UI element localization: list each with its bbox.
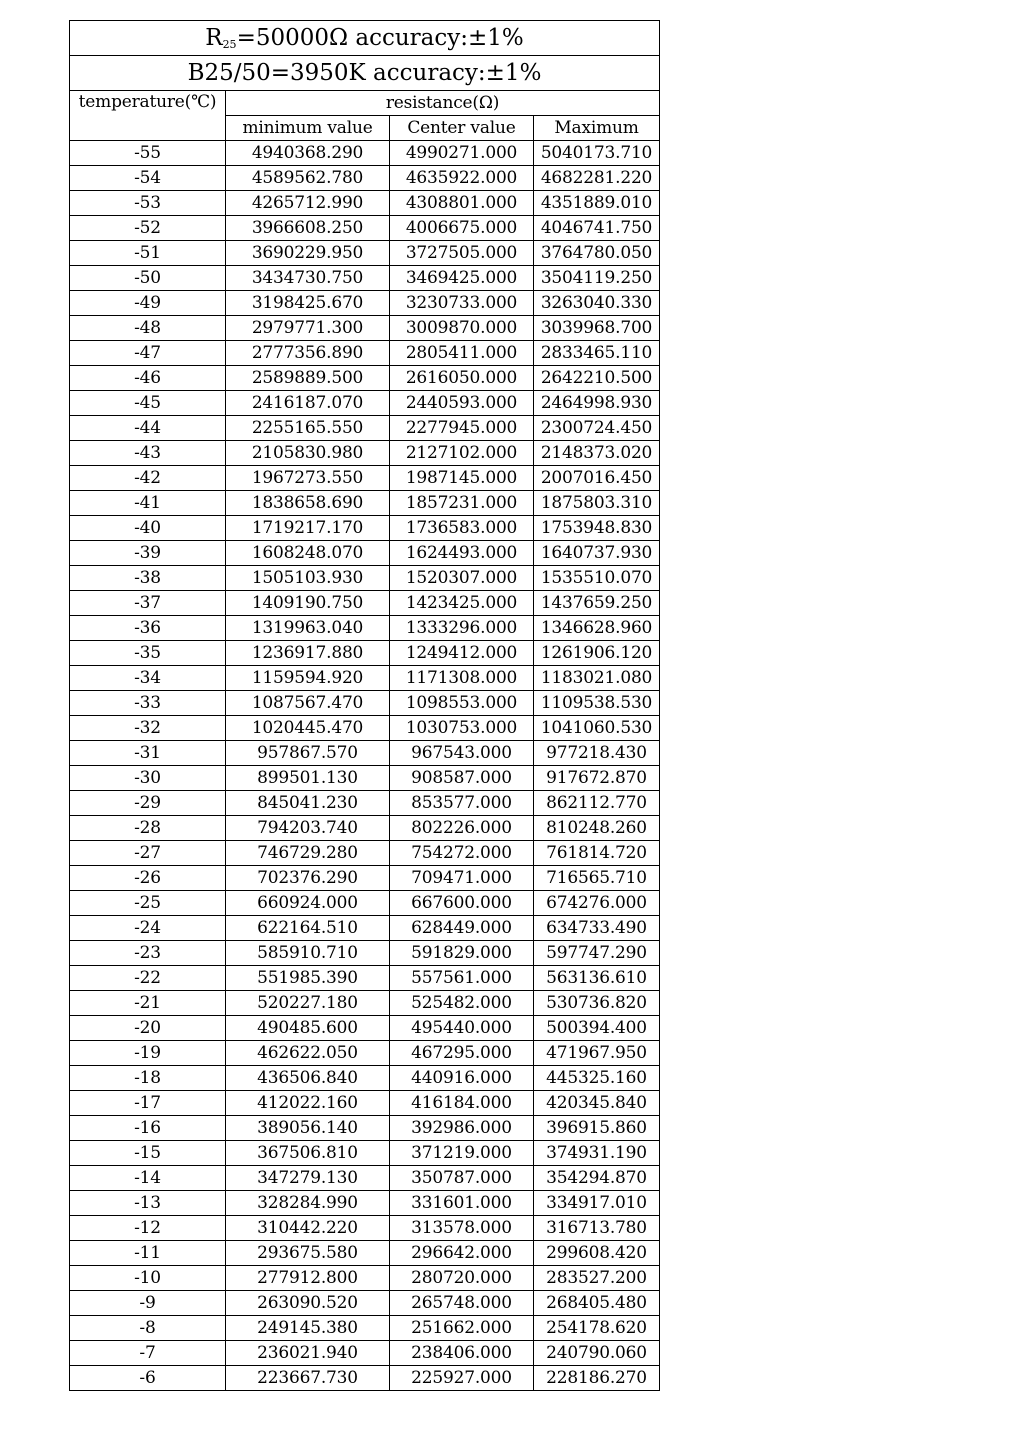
- center-value-cell: 525482.000: [390, 991, 534, 1016]
- temperature-cell: -8: [70, 1316, 226, 1341]
- center-value-cell: 1249412.000: [390, 641, 534, 666]
- center-value-cell: 3230733.000: [390, 291, 534, 316]
- temperature-cell: -24: [70, 916, 226, 941]
- max-value-cell: 2642210.500: [534, 366, 660, 391]
- header-max: Maximum: [534, 116, 660, 141]
- max-value-cell: 3039968.700: [534, 316, 660, 341]
- min-value-cell: 2105830.980: [226, 441, 390, 466]
- max-value-cell: 299608.420: [534, 1241, 660, 1266]
- title-r25: [70, 21, 660, 56]
- min-value-cell: 310442.220: [226, 1216, 390, 1241]
- center-value-cell: 853577.000: [390, 791, 534, 816]
- header-min: minimum value: [226, 116, 390, 141]
- min-value-cell: 490485.600: [226, 1016, 390, 1041]
- center-value-cell: 1333296.000: [390, 616, 534, 641]
- temperature-cell: -21: [70, 991, 226, 1016]
- max-value-cell: 810248.260: [534, 816, 660, 841]
- table-row: [70, 1116, 660, 1141]
- table-row: [70, 691, 660, 716]
- table-row: [70, 541, 660, 566]
- min-value-cell: 223667.730: [226, 1366, 390, 1391]
- temperature-cell: -51: [70, 241, 226, 266]
- min-value-cell: 1319963.040: [226, 616, 390, 641]
- min-value-cell: 4265712.990: [226, 191, 390, 216]
- max-value-cell: 1875803.310: [534, 491, 660, 516]
- table-row: [70, 1291, 660, 1316]
- max-value-cell: 1109538.530: [534, 691, 660, 716]
- max-value-cell: 1437659.250: [534, 591, 660, 616]
- min-value-cell: 4940368.290: [226, 141, 390, 166]
- min-value-cell: 520227.180: [226, 991, 390, 1016]
- center-value-cell: 1736583.000: [390, 516, 534, 541]
- center-value-cell: 1857231.000: [390, 491, 534, 516]
- temperature-cell: -16: [70, 1116, 226, 1141]
- min-value-cell: 1967273.550: [226, 466, 390, 491]
- center-value-cell: 754272.000: [390, 841, 534, 866]
- center-value-cell: 296642.000: [390, 1241, 534, 1266]
- title-b-value: B25/50=3950K accuracy:±1%: [70, 56, 660, 91]
- center-value-cell: 467295.000: [390, 1041, 534, 1066]
- table-row: [70, 591, 660, 616]
- center-value-cell: 416184.000: [390, 1091, 534, 1116]
- header-row-1: [70, 91, 660, 116]
- temperature-cell: -30: [70, 766, 226, 791]
- min-value-cell: 1409190.750: [226, 591, 390, 616]
- center-value-cell: 3727505.000: [390, 241, 534, 266]
- temperature-cell: -47: [70, 341, 226, 366]
- table-row: [70, 241, 660, 266]
- table-row: [70, 791, 660, 816]
- max-value-cell: 3764780.050: [534, 241, 660, 266]
- max-value-cell: 530736.820: [534, 991, 660, 1016]
- min-value-cell: 660924.000: [226, 891, 390, 916]
- center-value-cell: 2440593.000: [390, 391, 534, 416]
- center-value-cell: 967543.000: [390, 741, 534, 766]
- table-row: [70, 366, 660, 391]
- temperature-cell: -36: [70, 616, 226, 641]
- min-value-cell: 2416187.070: [226, 391, 390, 416]
- table-row: [70, 416, 660, 441]
- header-resistance: resistance(Ω): [226, 91, 660, 116]
- center-value-cell: 313578.000: [390, 1216, 534, 1241]
- center-value-cell: 371219.000: [390, 1141, 534, 1166]
- max-value-cell: 374931.190: [534, 1141, 660, 1166]
- temperature-cell: -55: [70, 141, 226, 166]
- table-row: [70, 1016, 660, 1041]
- table-row: [70, 966, 660, 991]
- max-value-cell: 761814.720: [534, 841, 660, 866]
- min-value-cell: 1020445.470: [226, 716, 390, 741]
- temperature-cell: -25: [70, 891, 226, 916]
- title-row-b: [70, 56, 660, 91]
- center-value-cell: 251662.000: [390, 1316, 534, 1341]
- min-value-cell: 249145.380: [226, 1316, 390, 1341]
- max-value-cell: 716565.710: [534, 866, 660, 891]
- table-row: [70, 491, 660, 516]
- temperature-cell: -19: [70, 1041, 226, 1066]
- table-row: [70, 166, 660, 191]
- table-row: [70, 141, 660, 166]
- temperature-cell: -11: [70, 1241, 226, 1266]
- max-value-cell: 1041060.530: [534, 716, 660, 741]
- table-row: [70, 1166, 660, 1191]
- min-value-cell: 2777356.890: [226, 341, 390, 366]
- max-value-cell: 2148373.020: [534, 441, 660, 466]
- min-value-cell: 2255165.550: [226, 416, 390, 441]
- temperature-cell: -7: [70, 1341, 226, 1366]
- table-row: [70, 916, 660, 941]
- center-value-cell: 495440.000: [390, 1016, 534, 1041]
- table-row: [70, 941, 660, 966]
- center-value-cell: 908587.000: [390, 766, 534, 791]
- temperature-cell: -53: [70, 191, 226, 216]
- center-value-cell: 667600.000: [390, 891, 534, 916]
- center-value-cell: 1098553.000: [390, 691, 534, 716]
- center-value-cell: 2277945.000: [390, 416, 534, 441]
- center-value-cell: 331601.000: [390, 1191, 534, 1216]
- temperature-cell: -9: [70, 1291, 226, 1316]
- max-value-cell: 1183021.080: [534, 666, 660, 691]
- min-value-cell: 412022.160: [226, 1091, 390, 1116]
- table-row: [70, 266, 660, 291]
- table-row: [70, 1316, 660, 1341]
- max-value-cell: 917672.870: [534, 766, 660, 791]
- temperature-cell: -27: [70, 841, 226, 866]
- temperature-cell: -13: [70, 1191, 226, 1216]
- max-value-cell: 2833465.110: [534, 341, 660, 366]
- table-row: [70, 1091, 660, 1116]
- max-value-cell: 674276.000: [534, 891, 660, 916]
- min-value-cell: 622164.510: [226, 916, 390, 941]
- max-value-cell: 420345.840: [534, 1091, 660, 1116]
- table-row: [70, 441, 660, 466]
- max-value-cell: 862112.770: [534, 791, 660, 816]
- temperature-cell: -35: [70, 641, 226, 666]
- title-row-r25: [70, 21, 660, 56]
- center-value-cell: 1520307.000: [390, 566, 534, 591]
- table-row: [70, 566, 660, 591]
- min-value-cell: 2589889.500: [226, 366, 390, 391]
- table-row: [70, 1216, 660, 1241]
- max-value-cell: 268405.480: [534, 1291, 660, 1316]
- table-row: [70, 666, 660, 691]
- min-value-cell: 236021.940: [226, 1341, 390, 1366]
- center-value-cell: 4006675.000: [390, 216, 534, 241]
- temperature-cell: -32: [70, 716, 226, 741]
- temperature-cell: -38: [70, 566, 226, 591]
- temperature-cell: -20: [70, 1016, 226, 1041]
- min-value-cell: 1719217.170: [226, 516, 390, 541]
- table-row: [70, 216, 660, 241]
- max-value-cell: 2464998.930: [534, 391, 660, 416]
- temperature-cell: -14: [70, 1166, 226, 1191]
- min-value-cell: 899501.130: [226, 766, 390, 791]
- temperature-cell: -22: [70, 966, 226, 991]
- temperature-cell: -45: [70, 391, 226, 416]
- table-row: [70, 766, 660, 791]
- temperature-cell: -46: [70, 366, 226, 391]
- min-value-cell: 1159594.920: [226, 666, 390, 691]
- min-value-cell: 3690229.950: [226, 241, 390, 266]
- center-value-cell: 440916.000: [390, 1066, 534, 1091]
- temperature-cell: -33: [70, 691, 226, 716]
- table-row: [70, 291, 660, 316]
- min-value-cell: 957867.570: [226, 741, 390, 766]
- max-value-cell: 4351889.010: [534, 191, 660, 216]
- min-value-cell: 263090.520: [226, 1291, 390, 1316]
- table-row: [70, 1241, 660, 1266]
- min-value-cell: 702376.290: [226, 866, 390, 891]
- center-value-cell: 591829.000: [390, 941, 534, 966]
- center-value-cell: 4990271.000: [390, 141, 534, 166]
- center-value-cell: 557561.000: [390, 966, 534, 991]
- min-value-cell: 293675.580: [226, 1241, 390, 1266]
- temperature-cell: -54: [70, 166, 226, 191]
- min-value-cell: 462622.050: [226, 1041, 390, 1066]
- center-value-cell: 392986.000: [390, 1116, 534, 1141]
- header-center: Center value: [390, 116, 534, 141]
- table-row: [70, 991, 660, 1016]
- min-value-cell: 794203.740: [226, 816, 390, 841]
- min-value-cell: 1505103.930: [226, 566, 390, 591]
- min-value-cell: 2979771.300: [226, 316, 390, 341]
- center-value-cell: 4308801.000: [390, 191, 534, 216]
- center-value-cell: 1624493.000: [390, 541, 534, 566]
- table-row: [70, 316, 660, 341]
- center-value-cell: 225927.000: [390, 1366, 534, 1391]
- center-value-cell: 802226.000: [390, 816, 534, 841]
- max-value-cell: 240790.060: [534, 1341, 660, 1366]
- title-r-rest: =50000Ω accuracy:±1%: [236, 24, 524, 51]
- temperature-cell: -23: [70, 941, 226, 966]
- table-row: [70, 741, 660, 766]
- max-value-cell: 3504119.250: [534, 266, 660, 291]
- table-row: [70, 1366, 660, 1391]
- max-value-cell: 5040173.710: [534, 141, 660, 166]
- max-value-cell: 1261906.120: [534, 641, 660, 666]
- temperature-cell: -49: [70, 291, 226, 316]
- min-value-cell: 3434730.750: [226, 266, 390, 291]
- min-value-cell: 1608248.070: [226, 541, 390, 566]
- temperature-cell: -40: [70, 516, 226, 541]
- max-value-cell: 2007016.450: [534, 466, 660, 491]
- max-value-cell: 977218.430: [534, 741, 660, 766]
- max-value-cell: 471967.950: [534, 1041, 660, 1066]
- max-value-cell: 1535510.070: [534, 566, 660, 591]
- temperature-cell: -6: [70, 1366, 226, 1391]
- table-row: [70, 516, 660, 541]
- min-value-cell: 3198425.670: [226, 291, 390, 316]
- max-value-cell: 445325.160: [534, 1066, 660, 1091]
- max-value-cell: 283527.200: [534, 1266, 660, 1291]
- center-value-cell: 2805411.000: [390, 341, 534, 366]
- temperature-cell: -10: [70, 1266, 226, 1291]
- min-value-cell: 1236917.880: [226, 641, 390, 666]
- table-row: [70, 866, 660, 891]
- table-row: [70, 841, 660, 866]
- table-row: [70, 1066, 660, 1091]
- temperature-cell: -29: [70, 791, 226, 816]
- table-row: [70, 1041, 660, 1066]
- temperature-cell: -44: [70, 416, 226, 441]
- max-value-cell: 500394.400: [534, 1016, 660, 1041]
- min-value-cell: 845041.230: [226, 791, 390, 816]
- title-r-prefix: R: [205, 24, 223, 51]
- max-value-cell: 1640737.930: [534, 541, 660, 566]
- max-value-cell: 597747.290: [534, 941, 660, 966]
- center-value-cell: 1171308.000: [390, 666, 534, 691]
- min-value-cell: 367506.810: [226, 1141, 390, 1166]
- header-temperature: temperature(℃): [70, 91, 226, 141]
- temperature-cell: -50: [70, 266, 226, 291]
- center-value-cell: 2616050.000: [390, 366, 534, 391]
- resistance-table: [69, 20, 660, 1391]
- max-value-cell: 354294.870: [534, 1166, 660, 1191]
- temperature-cell: -41: [70, 491, 226, 516]
- min-value-cell: 746729.280: [226, 841, 390, 866]
- temperature-cell: -15: [70, 1141, 226, 1166]
- table-row: [70, 616, 660, 641]
- table-row: [70, 466, 660, 491]
- table-row: [70, 1141, 660, 1166]
- max-value-cell: 334917.010: [534, 1191, 660, 1216]
- temperature-cell: -12: [70, 1216, 226, 1241]
- max-value-cell: 316713.780: [534, 1216, 660, 1241]
- max-value-cell: 254178.620: [534, 1316, 660, 1341]
- temperature-cell: -52: [70, 216, 226, 241]
- max-value-cell: 634733.490: [534, 916, 660, 941]
- center-value-cell: 1030753.000: [390, 716, 534, 741]
- max-value-cell: 1346628.960: [534, 616, 660, 641]
- temperature-cell: -28: [70, 816, 226, 841]
- temperature-cell: -26: [70, 866, 226, 891]
- temperature-cell: -17: [70, 1091, 226, 1116]
- table-row: [70, 816, 660, 841]
- table-row: [70, 891, 660, 916]
- center-value-cell: 2127102.000: [390, 441, 534, 466]
- max-value-cell: 3263040.330: [534, 291, 660, 316]
- table-row: [70, 1341, 660, 1366]
- center-value-cell: 709471.000: [390, 866, 534, 891]
- max-value-cell: 563136.610: [534, 966, 660, 991]
- table-row: [70, 641, 660, 666]
- center-value-cell: 280720.000: [390, 1266, 534, 1291]
- table-row: [70, 391, 660, 416]
- table-row: [70, 191, 660, 216]
- title-r-subscript: 25: [222, 37, 237, 51]
- temperature-cell: -43: [70, 441, 226, 466]
- min-value-cell: 4589562.780: [226, 166, 390, 191]
- temperature-cell: -39: [70, 541, 226, 566]
- max-value-cell: 2300724.450: [534, 416, 660, 441]
- table-row: [70, 716, 660, 741]
- max-value-cell: 1753948.830: [534, 516, 660, 541]
- center-value-cell: 4635922.000: [390, 166, 534, 191]
- min-value-cell: 1087567.470: [226, 691, 390, 716]
- table-row: [70, 1266, 660, 1291]
- center-value-cell: 350787.000: [390, 1166, 534, 1191]
- min-value-cell: 347279.130: [226, 1166, 390, 1191]
- table-row: [70, 341, 660, 366]
- max-value-cell: 4682281.220: [534, 166, 660, 191]
- min-value-cell: 277912.800: [226, 1266, 390, 1291]
- center-value-cell: 1423425.000: [390, 591, 534, 616]
- center-value-cell: 3469425.000: [390, 266, 534, 291]
- temperature-cell: -34: [70, 666, 226, 691]
- min-value-cell: 389056.140: [226, 1116, 390, 1141]
- center-value-cell: 1987145.000: [390, 466, 534, 491]
- max-value-cell: 396915.860: [534, 1116, 660, 1141]
- center-value-cell: 3009870.000: [390, 316, 534, 341]
- min-value-cell: 328284.990: [226, 1191, 390, 1216]
- center-value-cell: 628449.000: [390, 916, 534, 941]
- max-value-cell: 228186.270: [534, 1366, 660, 1391]
- temperature-cell: -18: [70, 1066, 226, 1091]
- center-value-cell: 238406.000: [390, 1341, 534, 1366]
- center-value-cell: 265748.000: [390, 1291, 534, 1316]
- min-value-cell: 3966608.250: [226, 216, 390, 241]
- min-value-cell: 585910.710: [226, 941, 390, 966]
- min-value-cell: 436506.840: [226, 1066, 390, 1091]
- temperature-cell: -42: [70, 466, 226, 491]
- min-value-cell: 551985.390: [226, 966, 390, 991]
- max-value-cell: 4046741.750: [534, 216, 660, 241]
- temperature-cell: -37: [70, 591, 226, 616]
- temperature-cell: -31: [70, 741, 226, 766]
- table-row: [70, 1191, 660, 1216]
- temperature-cell: -48: [70, 316, 226, 341]
- min-value-cell: 1838658.690: [226, 491, 390, 516]
